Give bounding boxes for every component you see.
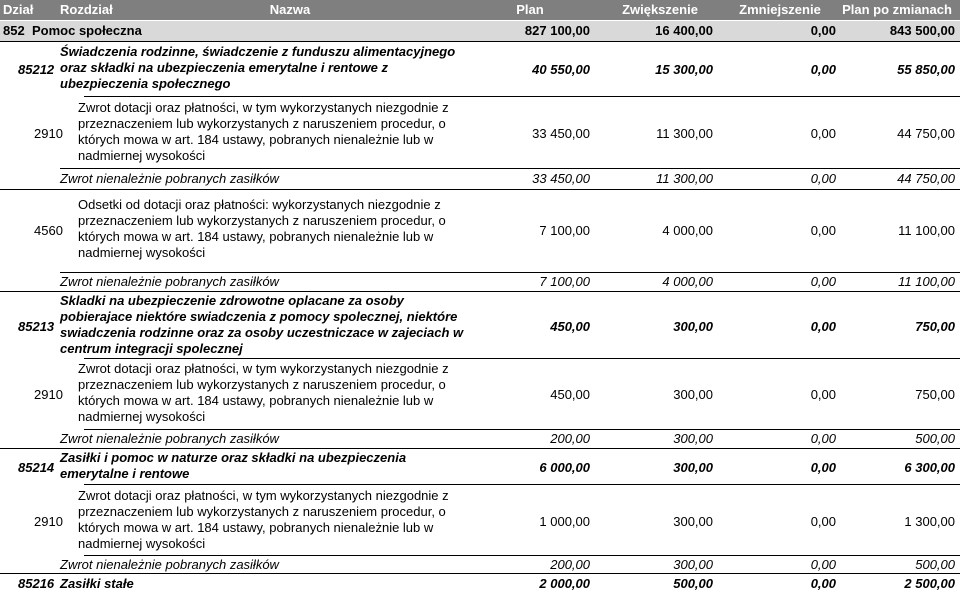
section-row [0,21,960,41]
col-header-zmniejszenie: Zmniejszenie [739,2,821,17]
paragraf-plan-po: 1 300,00 [904,513,955,529]
table-header [0,0,960,20]
rozdzial-zwiekszenie: 300,00 [673,318,713,334]
rozdzial-name: Świadczenia rodzinne, świadczenie z funduszu alimentacyjnego oraz składki na ubezpieczenia emerytalne i rentowe z ubezpieczenia społecznego [60,44,456,91]
section-plan-po: 843 500,00 [889,23,955,38]
rozdzial-row-85213 [0,292,960,360]
rozdzial-name: Zasiłki i pomoc w naturze oraz składki na ubezpieczenia emerytalne i rentowe [60,450,407,481]
paragraf-row [0,360,960,428]
paragraf-plan: 7 100,00 [539,222,590,238]
zwrot-name: Zwrot nienależnie pobranych zasiłków [60,171,279,186]
rozdzial-zmniejszenie: 0,00 [810,318,836,334]
rozdzial-name: Zasiłki stałe [60,576,134,591]
paragraf-plan-po: 11 100,00 [898,222,955,238]
zwrot-row [0,430,960,448]
zwrot-zmniejszenie: 0,00 [810,171,836,186]
rozdzial-plan-po: 55 850,00 [897,61,955,77]
paragraf-plan-po: 750,00 [915,386,955,402]
zwrot-plan-po: 44 750,00 [897,171,955,186]
zwrot-zmniejszenie: 0,00 [810,274,836,289]
zwrot-name: Zwrot nienależnie pobranych zasiłków [60,431,279,446]
rozdzial-plan-po: 2 500,00 [904,576,955,591]
paragraf-code: 2910 [34,125,63,141]
divider [84,96,960,97]
zwrot-plan-po: 11 100,00 [898,274,955,289]
rozdzial-code: 85213 [18,318,55,334]
paragraf-zwiekszenie: 300,00 [673,386,713,402]
paragraf-zmniejszenie: 0,00 [810,125,836,141]
paragraf-code: 2910 [34,386,63,402]
paragraf-zwiekszenie: 11 300,00 [656,125,713,141]
zwrot-row [0,273,960,291]
paragraf-zmniejszenie: 0,00 [810,386,836,402]
zwrot-row [0,556,960,574]
paragraf-zmniejszenie: 0,00 [810,513,836,529]
rozdzial-plan: 450,00 [550,318,590,334]
zwrot-plan: 7 100,00 [539,274,590,289]
paragraf-name: Zwrot dotacji oraz płatności, w tym wykorzystanych niezgodnie z przeznaczeniem lub wykorzystanych z naruszeniem procedur, o których mowa w art. 184 ustawy, pobranych nienależnie lub w nadmiernej wysokości [78,361,449,424]
zwrot-name: Zwrot nienależnie pobranych zasiłków [60,557,279,572]
rozdzial-code: 85216 [18,576,55,591]
section-name: Pomoc społeczna [32,23,142,38]
paragraf-name: Odsetki od dotacji oraz płatności: wykorzystanych niezgodnie z przeznaczeniem lub wykorzystanych z naruszeniem procedur, o których mowa w art. 184 ustawy, pobranych nienależnie lub w nadmiernej wysokości [78,197,446,260]
paragraf-row [0,487,960,555]
paragraf-code: 2910 [34,513,63,529]
paragraf-zwiekszenie: 300,00 [673,513,713,529]
divider [84,484,960,485]
zwrot-plan: 200,00 [550,431,590,446]
paragraf-plan-po: 44 750,00 [897,125,955,141]
section-zmniejszenie: 0,00 [810,23,836,38]
zwrot-row [0,170,960,188]
paragraf-row [0,99,960,167]
col-header-plan-po-zmianach: Plan po zmianach [842,2,952,17]
divider [0,41,960,42]
col-header-dzial: Dział [3,2,34,17]
paragraf-plan: 33 450,00 [532,125,590,141]
zwrot-zwiekszenie: 4 000,00 [662,274,713,289]
rozdzial-plan-po: 6 300,00 [904,459,955,475]
paragraf-plan: 450,00 [550,386,590,402]
rozdzial-code: 85212 [18,61,55,77]
paragraf-name: Zwrot dotacji oraz płatności, w tym wykorzystanych niezgodnie z przeznaczeniem lub wykorzystanych z naruszeniem procedur, o których mowa w art. 184 ustawy, pobranych nienależnie lub w nadmiernej wysokości [78,488,449,551]
zwrot-plan: 200,00 [550,557,590,572]
divider [0,189,960,190]
paragraf-zmniejszenie: 0,00 [810,222,836,238]
col-header-plan: Plan [516,2,544,17]
rozdzial-zwiekszenie: 15 300,00 [655,61,713,77]
rozdzial-zwiekszenie: 300,00 [673,459,713,475]
paragraf-zwiekszenie: 4 000,00 [662,222,713,238]
rozdzial-plan: 2 000,00 [539,576,590,591]
rozdzial-zmniejszenie: 0,00 [810,459,836,475]
divider [60,168,960,169]
rozdzial-code: 85214 [18,459,55,475]
zwrot-zmniejszenie: 0,00 [810,557,836,572]
paragraf-name: Zwrot dotacji oraz płatności, w tym wykorzystanych niezgodnie z przeznaczeniem lub wykorzystanych z naruszeniem procedur, o których mowa w art. 184 ustawy, pobranych nienależnie lub w nadmiernej wysokości [78,100,449,163]
rozdzial-zmniejszenie: 0,00 [810,576,836,591]
rozdzial-plan: 6 000,00 [539,459,590,475]
zwrot-plan: 33 450,00 [532,171,590,186]
col-header-zwiekszenie: Zwiększenie [622,2,698,17]
section-plan: 827 100,00 [524,23,590,38]
divider [84,358,960,359]
rozdzial-zwiekszenie: 500,00 [673,576,713,591]
rozdzial-row-85212 [0,43,960,95]
zwrot-plan-po: 500,00 [915,557,955,572]
rozdzial-plan: 40 550,00 [532,61,590,77]
rozdzial-zmniejszenie: 0,00 [810,61,836,77]
zwrot-name: Zwrot nienależnie pobranych zasiłków [60,274,279,289]
rozdzial-plan-po: 750,00 [915,318,955,334]
rozdzial-name: Skladki na ubezpieczenie zdrowotne oplacane za osoby pobierajace niektóre swiadczenia z pomocy spolecznej, niektóre swiadczenia rodzinne oraz za osoby uczestniczace w zajeciach w centrum integracji spolecznej [60,293,464,356]
rozdzial-row-85216 [0,575,960,593]
zwrot-plan-po: 500,00 [915,431,955,446]
paragraf-code: 4560 [34,222,63,238]
zwrot-zwiekszenie: 300,00 [673,431,713,446]
zwrot-zwiekszenie: 11 300,00 [656,171,713,186]
col-header-rozdzial: Rozdział [60,2,113,17]
section-code: 852 [3,23,25,38]
rozdzial-row-85214 [0,449,960,485]
section-zwiekszenie: 16 400,00 [655,23,713,38]
col-header-nazwa: Nazwa [269,2,311,17]
paragraf-row [0,196,960,264]
divider [0,573,960,574]
zwrot-zmniejszenie: 0,00 [810,431,836,446]
paragraf-plan: 1 000,00 [539,513,590,529]
zwrot-zwiekszenie: 300,00 [673,557,713,572]
